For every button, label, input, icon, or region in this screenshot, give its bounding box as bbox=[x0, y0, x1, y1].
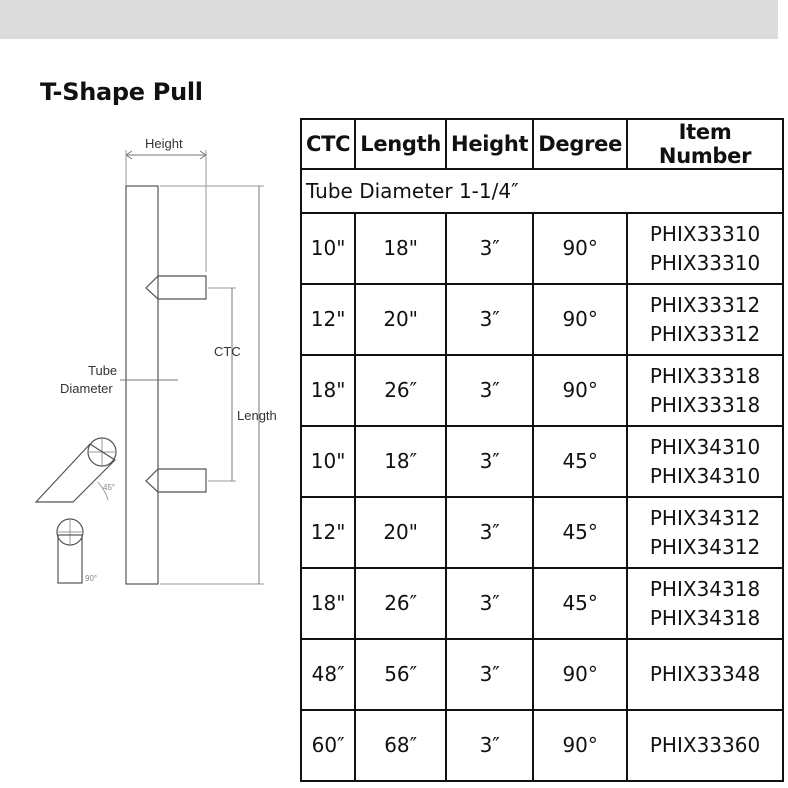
cell-length: 18″ bbox=[355, 426, 446, 497]
top-banner bbox=[0, 0, 778, 39]
spec-table bbox=[300, 118, 784, 782]
page-title: T-Shape Pull bbox=[40, 78, 203, 106]
item-number: PHIX34310 bbox=[649, 434, 761, 459]
length-label: Length bbox=[237, 408, 277, 423]
item-number: PHIX33360 bbox=[649, 733, 761, 757]
cell-length: 18" bbox=[355, 213, 446, 284]
cell-height: 3″ bbox=[446, 710, 533, 781]
cell-length: 26″ bbox=[355, 355, 446, 426]
cell-length: 26″ bbox=[355, 568, 446, 639]
degree-90-label: 90° bbox=[85, 574, 98, 583]
cell-degree: 45° bbox=[533, 426, 627, 497]
item-number: PHIX33312 bbox=[649, 321, 761, 346]
cell-height: 3″ bbox=[446, 568, 533, 639]
item-number: PHIX34310 bbox=[649, 463, 761, 488]
tube-diameter-label-2: Diameter bbox=[60, 381, 113, 396]
cell-degree: 90° bbox=[533, 355, 627, 426]
table-row bbox=[301, 710, 783, 781]
cell-ctc: 12" bbox=[301, 497, 355, 568]
cell-height: 3″ bbox=[446, 284, 533, 355]
cell-degree: 90° bbox=[533, 639, 627, 710]
cell-ctc: 18" bbox=[301, 568, 355, 639]
cell-height: 3″ bbox=[446, 426, 533, 497]
cell-ctc: 12" bbox=[301, 284, 355, 355]
tube-bar bbox=[126, 186, 158, 584]
cell-ctc: 18" bbox=[301, 355, 355, 426]
item-number: PHIX33310 bbox=[649, 221, 761, 246]
cell-height: 3″ bbox=[446, 355, 533, 426]
cell-item-number bbox=[627, 497, 783, 568]
cell-length: 20" bbox=[355, 284, 446, 355]
table-row bbox=[301, 355, 783, 426]
item-number: PHIX33318 bbox=[649, 363, 761, 388]
table-row bbox=[301, 639, 783, 710]
cell-item-number bbox=[627, 568, 783, 639]
cell-length: 20" bbox=[355, 497, 446, 568]
degree-45-label: 45° bbox=[103, 483, 116, 492]
cell-item-number bbox=[627, 284, 783, 355]
subheader-row bbox=[301, 169, 783, 213]
cell-degree: 90° bbox=[533, 213, 627, 284]
header-item-number: Item Number bbox=[627, 119, 783, 169]
cell-item-number bbox=[627, 426, 783, 497]
item-number: PHIX33310 bbox=[649, 250, 761, 275]
ctc-label: CTC bbox=[214, 344, 241, 359]
t-shape-pull-diagram bbox=[0, 120, 300, 600]
tube-diameter-label-1: Tube bbox=[88, 363, 118, 378]
cell-degree: 90° bbox=[533, 284, 627, 355]
cell-ctc: 10" bbox=[301, 213, 355, 284]
bottom-post bbox=[146, 469, 206, 492]
top-post bbox=[146, 276, 206, 299]
header-height: Height bbox=[446, 119, 533, 169]
table-row bbox=[301, 284, 783, 355]
cell-height: 3″ bbox=[446, 497, 533, 568]
cell-item-number bbox=[627, 213, 783, 284]
header-ctc: CTC bbox=[301, 119, 355, 169]
cell-ctc: 60″ bbox=[301, 710, 355, 781]
table-row bbox=[301, 213, 783, 284]
header-length: Length bbox=[355, 119, 446, 169]
item-number: PHIX33348 bbox=[649, 662, 761, 686]
cell-height: 3″ bbox=[446, 639, 533, 710]
header-row bbox=[301, 119, 783, 169]
height-label: Height bbox=[145, 136, 183, 151]
table-row bbox=[301, 426, 783, 497]
item-number: PHIX33318 bbox=[649, 392, 761, 417]
table-row bbox=[301, 568, 783, 639]
cell-degree: 90° bbox=[533, 710, 627, 781]
cell-degree: 45° bbox=[533, 568, 627, 639]
cell-ctc: 10" bbox=[301, 426, 355, 497]
table-row bbox=[301, 497, 783, 568]
cell-degree: 45° bbox=[533, 497, 627, 568]
cell-item-number bbox=[627, 355, 783, 426]
cell-ctc: 48″ bbox=[301, 639, 355, 710]
cell-item-number bbox=[627, 639, 783, 710]
cell-height: 3″ bbox=[446, 213, 533, 284]
item-number: PHIX34312 bbox=[649, 505, 761, 530]
item-number: PHIX33312 bbox=[649, 292, 761, 317]
item-number: PHIX34312 bbox=[649, 534, 761, 559]
item-number: PHIX34318 bbox=[649, 605, 761, 630]
item-number: PHIX34318 bbox=[649, 576, 761, 601]
header-degree: Degree bbox=[533, 119, 627, 169]
tube-diameter-subheader: Tube Diameter 1-1/4″ bbox=[301, 169, 783, 213]
cell-length: 56″ bbox=[355, 639, 446, 710]
cell-item-number bbox=[627, 710, 783, 781]
cell-length: 68″ bbox=[355, 710, 446, 781]
